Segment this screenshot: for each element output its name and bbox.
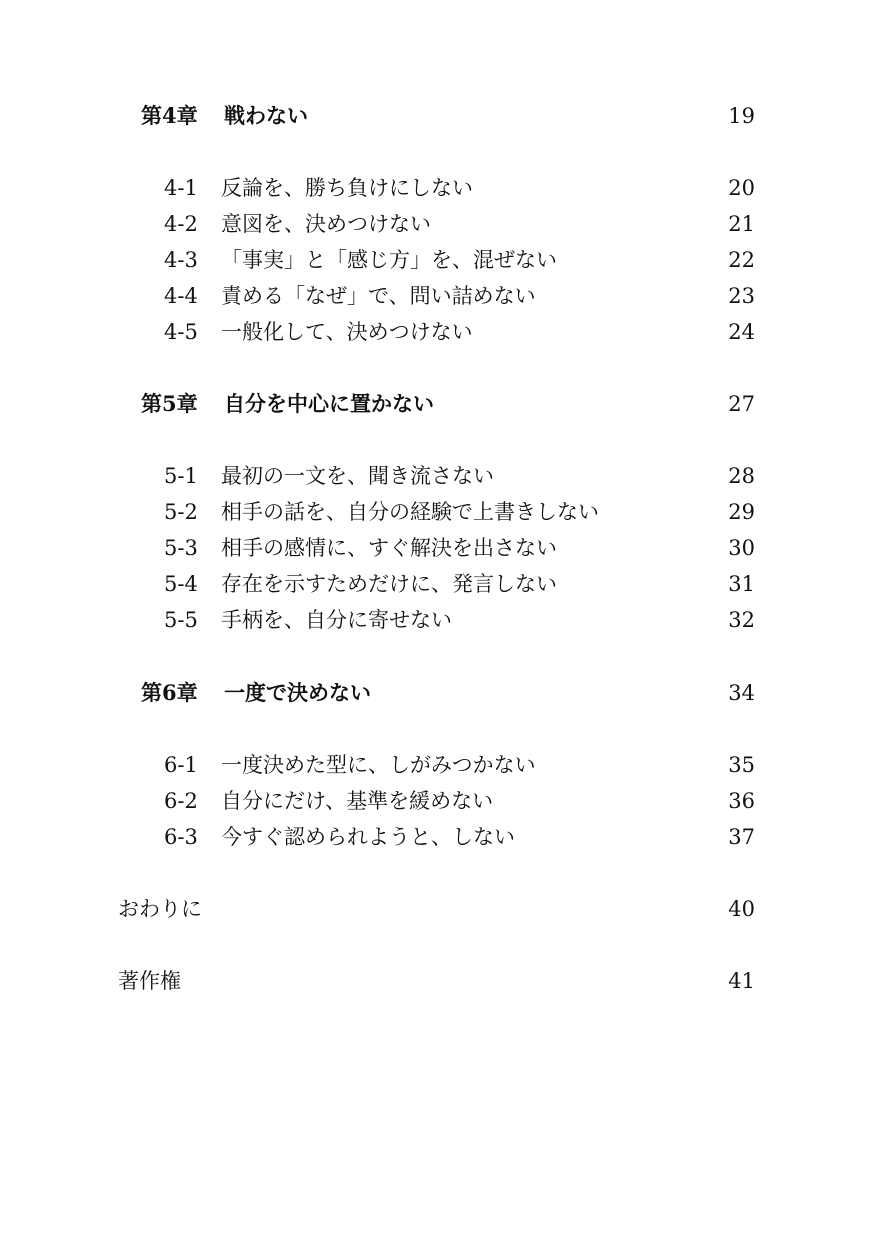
page-number: 20 <box>728 176 755 200</box>
page-number: 32 <box>728 608 755 632</box>
toc-section-5-1[interactable] <box>0 460 875 492</box>
section-number: 5-5 <box>164 608 198 632</box>
section-title: 反論を、勝ち負けにしない <box>221 176 473 200</box>
page-number: 19 <box>728 104 755 128</box>
chapter-title: 戦わない <box>224 103 308 128</box>
section-title: 「事実」と「感じ方」を、混ぜない <box>221 248 557 272</box>
toc-section-5-4[interactable] <box>0 568 875 600</box>
section-title: 自分にだけ、基準を緩めない <box>221 789 494 813</box>
section-number: 4-1 <box>164 176 198 200</box>
toc-section-5-5[interactable] <box>0 604 875 636</box>
section-number: 4-5 <box>164 320 198 344</box>
chapter-label: 第4章 <box>141 103 198 128</box>
page-number: 31 <box>728 572 755 596</box>
toc-section-5-2[interactable] <box>0 496 875 528</box>
chapter-label: 第6章 <box>141 680 198 705</box>
section-title: 相手の感情に、すぐ解決を出さない <box>221 536 557 560</box>
toc-section-5-3[interactable] <box>0 532 875 564</box>
toc-section-6-3[interactable] <box>0 821 875 853</box>
page-number: 35 <box>728 753 755 777</box>
section-number: 5-3 <box>164 536 198 560</box>
toc-section-6-1[interactable] <box>0 749 875 781</box>
section-number: 5-2 <box>164 500 198 524</box>
chapter-label: 第5章 <box>141 391 198 416</box>
section-number: 6-2 <box>164 789 198 813</box>
page-number: 21 <box>728 212 755 236</box>
section-title: 今すぐ認められようと、しない <box>221 825 515 849</box>
toc-section-6-2[interactable] <box>0 785 875 817</box>
page-number: 34 <box>728 681 755 705</box>
section-number: 4-3 <box>164 248 198 272</box>
toc-section-4-3[interactable] <box>0 244 875 276</box>
page-number: 30 <box>728 536 755 560</box>
toc-chapter-5[interactable] <box>0 388 875 420</box>
page-number: 23 <box>728 284 755 308</box>
page-number: 24 <box>728 320 755 344</box>
toc-section-4-1[interactable] <box>0 172 875 204</box>
page-number: 41 <box>728 969 755 993</box>
section-number: 6-3 <box>164 825 198 849</box>
toc-afterword[interactable] <box>0 893 875 925</box>
section-number: 6-1 <box>164 753 198 777</box>
toc-section-4-2[interactable] <box>0 208 875 240</box>
chapter-title: 自分を中心に置かない <box>224 391 434 416</box>
toc-copyright[interactable] <box>0 965 875 997</box>
page-number: 40 <box>728 897 755 921</box>
toc-chapter-4[interactable] <box>0 100 875 132</box>
section-title: 手柄を、自分に寄せない <box>221 608 452 632</box>
page-number: 28 <box>728 464 755 488</box>
page-number: 36 <box>728 789 755 813</box>
page-number: 29 <box>728 500 755 524</box>
toc-section-4-4[interactable] <box>0 280 875 312</box>
section-title: 一度決めた型に、しがみつかない <box>221 753 536 777</box>
section-number: 4-2 <box>164 212 198 236</box>
entry-title: おわりに <box>118 897 202 921</box>
section-number: 4-4 <box>164 284 198 308</box>
page-number: 27 <box>728 392 755 416</box>
section-title: 相手の話を、自分の経験で上書きしない <box>221 500 599 524</box>
section-number: 5-4 <box>164 572 198 596</box>
page-number: 22 <box>728 248 755 272</box>
section-title: 意図を、決めつけない <box>221 212 431 236</box>
section-number: 5-1 <box>164 464 198 488</box>
toc-section-4-5[interactable] <box>0 316 875 348</box>
page-number: 37 <box>728 825 755 849</box>
entry-title: 著作権 <box>118 969 181 993</box>
toc-chapter-6[interactable] <box>0 677 875 709</box>
chapter-title: 一度で決めない <box>224 680 371 705</box>
section-title: 存在を示すためだけに、発言しない <box>221 572 557 596</box>
section-title: 最初の一文を、聞き流さない <box>221 464 494 488</box>
section-title: 責める「なぜ」で、問い詰めない <box>221 284 536 308</box>
section-title: 一般化して、決めつけない <box>221 320 473 344</box>
